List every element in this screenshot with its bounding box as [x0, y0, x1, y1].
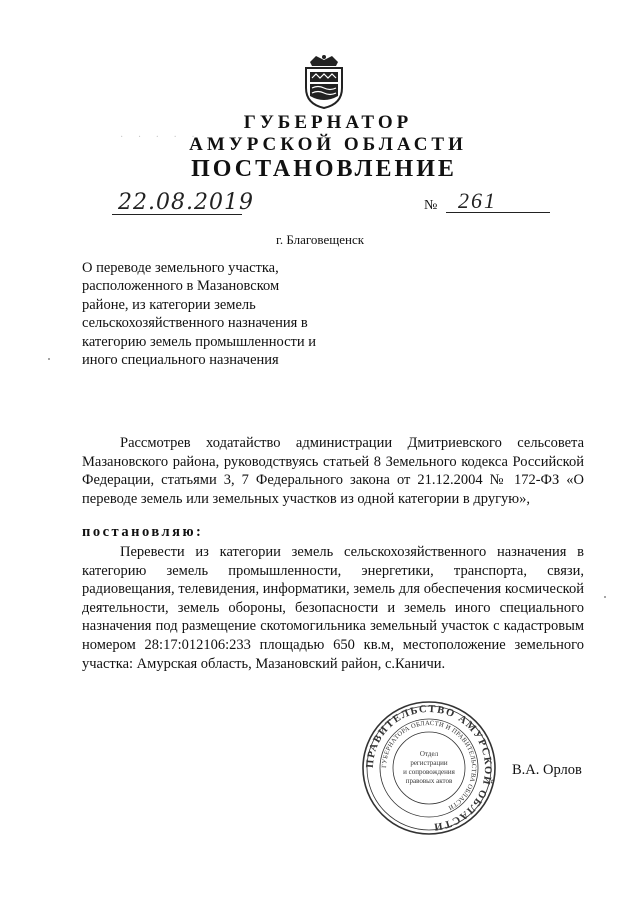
seal-center-line2: регистрации	[410, 759, 448, 767]
scan-dot	[48, 358, 50, 360]
seal-middle-text: ГУБЕРНАТОРА ОБЛАСТИ И ПРАВИТЕЛЬСТВА ОБЛАСТИ	[380, 719, 478, 812]
document-type: ПОСТАНОВЛЕНИЕ	[191, 156, 457, 182]
document-subject: О переводе земельного участка, расположенного в Мазановском районе, из категории земель сельскохозяйственного назначения в категорию земель промышленности и иного специального назначения	[82, 260, 316, 369]
faint-mark: · · · · ·	[120, 132, 201, 143]
header-region: АМУРСКОЙ ОБЛАСТИ	[189, 134, 467, 155]
seal-outer-text: ПРАВИТЕЛЬСТВО АМУРСКОЙ ОБЛАСТИ	[364, 703, 494, 833]
preamble-paragraph: Рассмотрев ходатайство администрации Дмитриевского сельсовета Мазановского района, руководствуясь статьей 8 Земельного кодекса Российской Федерации, статьями 3, 7 Федерального закона от 21.12.2004 № 172-ФЗ «О переводе земель или земельных участков из одной категории в другую»,	[82, 435, 584, 507]
number-sign: №	[424, 198, 438, 213]
document-number: 261	[458, 188, 497, 213]
seal-center-line4: правовых актов	[405, 777, 453, 785]
signer-name: В.А. Орлов	[512, 762, 582, 778]
resolve-word: постановляю:	[82, 524, 204, 540]
document-date: 22.08.2019	[118, 190, 254, 215]
scan-dot	[604, 596, 606, 598]
seal-center-line1: Отдел	[419, 750, 439, 758]
city: г. Благовещенск	[275, 232, 365, 247]
amur-coat-of-arms-icon	[300, 52, 348, 110]
date-underline	[112, 214, 242, 215]
header-governor: ГУБЕРНАТОР	[243, 112, 413, 133]
number-underline	[446, 212, 550, 213]
seal-center-line3: и сопровождения	[403, 768, 455, 776]
official-seal	[361, 700, 497, 836]
operative-paragraph: Перевести из категории земель сельскохозяйственного назначения в категорию земель промышленности, энергетики, транспорта, связи, радиовещания, телевидения, информатики, земель для обеспечения космической деятельности, земель обороны, безопасности и земель иного специального назначения под размещение скотомогильника земельный участок с кадастровым номером 28:17:012106:233 площадью 650 кв.м, местоположение земельного участка: Амурская область, Мазановский район, с.Каничи.	[82, 544, 584, 672]
